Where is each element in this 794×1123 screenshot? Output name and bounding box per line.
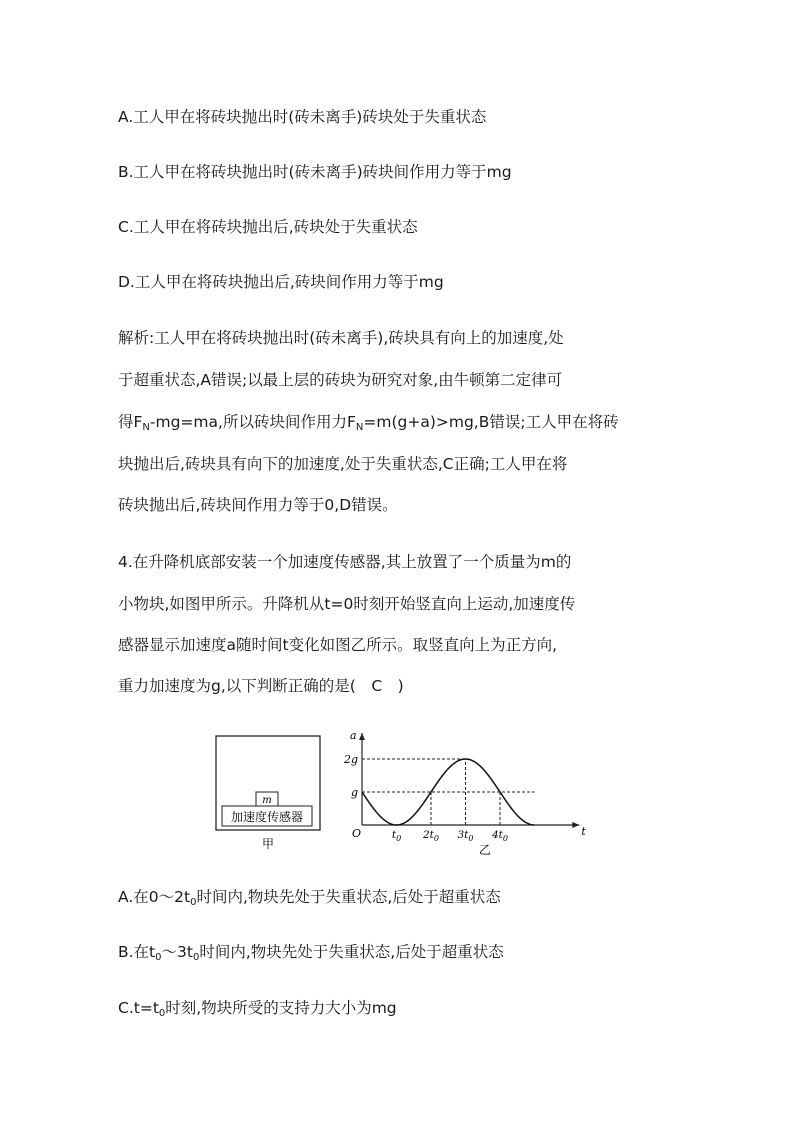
x-tick-label-0: $t_0$ [391, 829, 402, 843]
question-4-line-2: 小物块,如图甲所示。升降机从t=0时刻开始竖直向上运动,加速度传 [118, 595, 576, 613]
analysis-line-3: 得$F_N-mg=ma$,所以砖块间作用力$F_N=m(g+a)>mg,B$错误;工人甲在将砖 [118, 413, 619, 433]
question-4-line-3: 感器显示加速度a随时间t变化如图乙所示。取竖直向上为正方向, [118, 636, 558, 654]
figure-jia [210, 730, 330, 860]
analysis-line-4: 块抛出后,砖块具有向下的加速度,处于失重状态,C正确;工人甲在将 [118, 455, 568, 473]
analysis-line-2: 于超重状态,A错误;以最上层的砖块为研究对象,由牛顿第二定律可 [118, 371, 563, 389]
y-tick-label-1: g [350, 786, 358, 799]
option-a: A.工人甲在将砖块抛出时(砖未离手)砖块处于失重状态 [118, 108, 487, 126]
analysis-line-5: 砖块抛出后,砖块间作用力等于0,D错误。 [118, 496, 398, 514]
analysis-line-1: 解析:工人甲在将砖块抛出时(砖未离手),砖块具有向上的加速度,处 [118, 329, 564, 347]
option-c: C.工人甲在将砖块抛出后,砖块处于失重状态 [118, 218, 418, 236]
q4-option-c: $C.t=t_0$时刻,物块所受的支持力大小为mg [118, 999, 397, 1019]
caption-jia: 甲 [261, 837, 275, 851]
x-tick-label-2: $3t_0$ [457, 829, 474, 843]
origin-label: O [352, 827, 362, 840]
q4-option-b: B.在$t_0\sim 3t_0$时间内,物块先处于失重状态,后处于超重状态 [118, 943, 504, 963]
y-axis-arrow [359, 733, 365, 740]
y-axis-label: a [350, 729, 357, 742]
figure-yi-chart [340, 725, 600, 865]
question-4-line-4: 重力加速度为g,以下判断正确的是( C ) [118, 677, 404, 695]
option-b: B.工人甲在将砖块抛出时(砖未离手)砖块间作用力等于mg [118, 163, 512, 181]
x-tick-label-1: $2t_0$ [423, 829, 439, 843]
x-axis-label: t [581, 825, 586, 838]
caption-yi: 乙 [478, 843, 492, 857]
option-d: D.工人甲在将砖块抛出后,砖块间作用力等于mg [118, 273, 444, 291]
x-tick-label-3: $4t_0$ [492, 829, 508, 843]
y-tick-label-0: 2g [343, 753, 358, 766]
question-4-line-1: 4.在升降机底部安装一个加速度传感器,其上放置了一个质量为m的 [118, 553, 572, 571]
block-label: m [262, 795, 272, 806]
q4-option-a: A.在$0\sim 2t_0$时间内,物块先处于失重状态,后处于超重状态 [118, 888, 501, 908]
sensor-label: 加速度传感器 [230, 810, 304, 824]
x-axis-arrow [572, 822, 579, 828]
